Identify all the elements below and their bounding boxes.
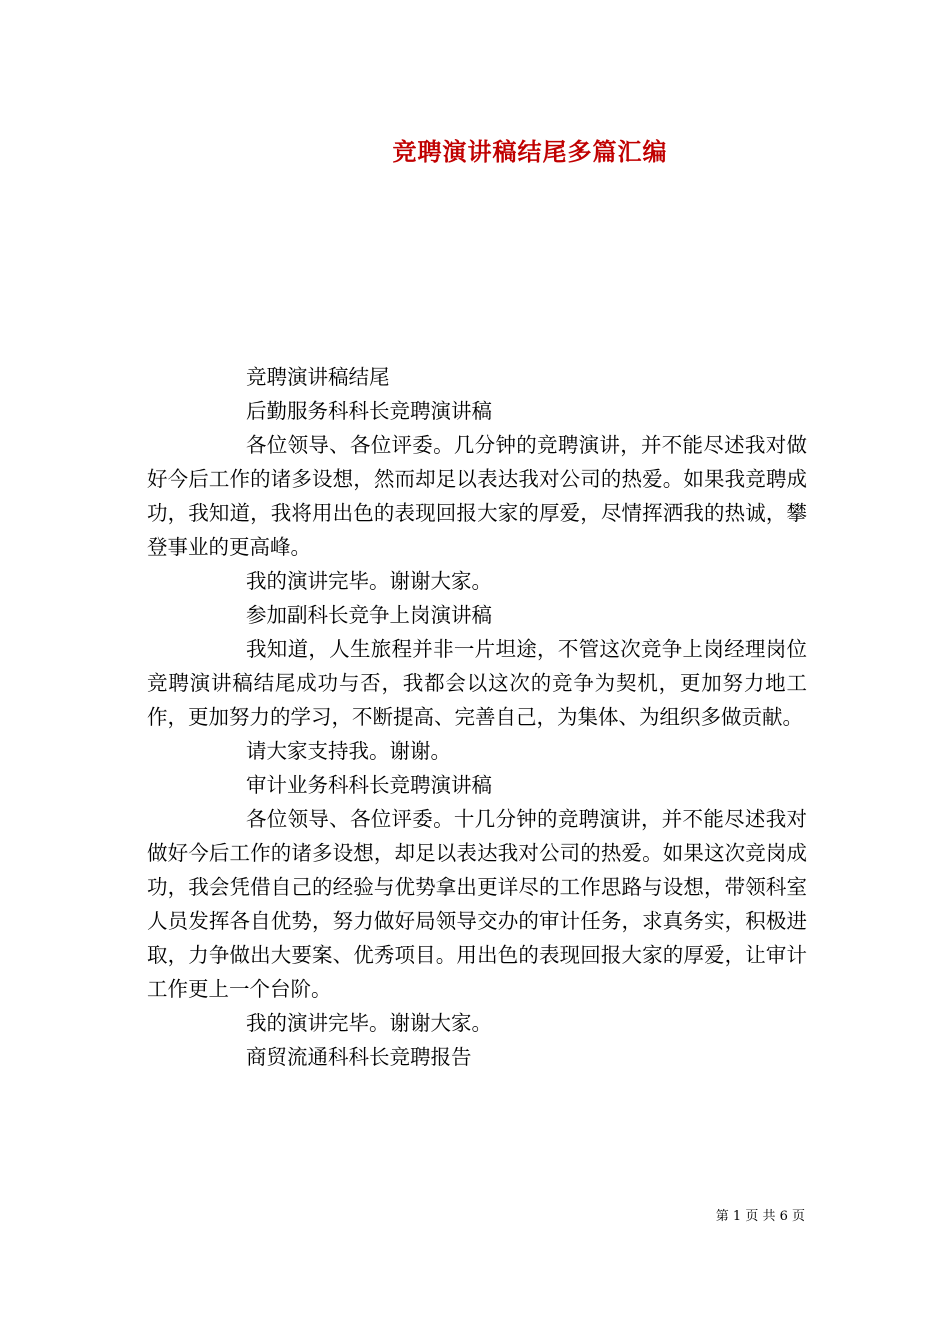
page-number-footer: 第 1 页 共 6 页 — [715, 1209, 805, 1224]
document-body — [147, 360, 807, 1074]
paragraph: 商贸流通科科长竞聘报告 — [246, 1045, 472, 1069]
paragraph: 各位领导、各位评委。几分钟的竞聘演讲，并不能尽述我对做好今后工作的诸多设想，然而却足以表达我对公司的热爱。如果我竞聘成功，我知道，我将用出色的表现回报大家的厚爱，尽情挥洒我的热诚，攀登事业的更高峰。 — [147, 433, 807, 559]
paragraph: 审计业务科科长竞聘演讲稿 — [246, 773, 492, 797]
paragraph: 请大家支持我。谢谢。 — [246, 739, 451, 763]
paragraph: 参加副科长竞争上岗演讲稿 — [246, 603, 492, 627]
paragraph: 各位领导、各位评委。十几分钟的竞聘演讲，并不能尽述我对做好今后工作的诸多设想，却足以表达我对公司的热爱。如果这次竞岗成功，我会凭借自己的经验与优势拿出更详尽的工作思路与设想，带领科室人员发挥各自优势，努力做好局领导交办的审计任务，求真务实，积极进取，力争做出大要案、优秀项目。用出色的表现回报大家的厚爱，让审计工作更上一个台阶。 — [147, 807, 807, 1001]
paragraph: 我知道，人生旅程并非一片坦途，不管这次竞争上岗经理岗位竞聘演讲稿结尾成功与否，我都会以这次的竞争为契机，更加努力地工作，更加努力的学习，不断提高、完善自己，为集体、为组织多做贡献。 — [147, 637, 807, 729]
paragraph: 竞聘演讲稿结尾 — [246, 365, 390, 389]
paragraph: 我的演讲完毕。谢谢大家。 — [246, 569, 492, 593]
paragraph: 我的演讲完毕。谢谢大家。 — [246, 1011, 492, 1035]
paragraph: 后勤服务科科长竞聘演讲稿 — [246, 399, 492, 423]
page-title: 竞聘演讲稿结尾多篇汇编 — [392, 137, 668, 166]
